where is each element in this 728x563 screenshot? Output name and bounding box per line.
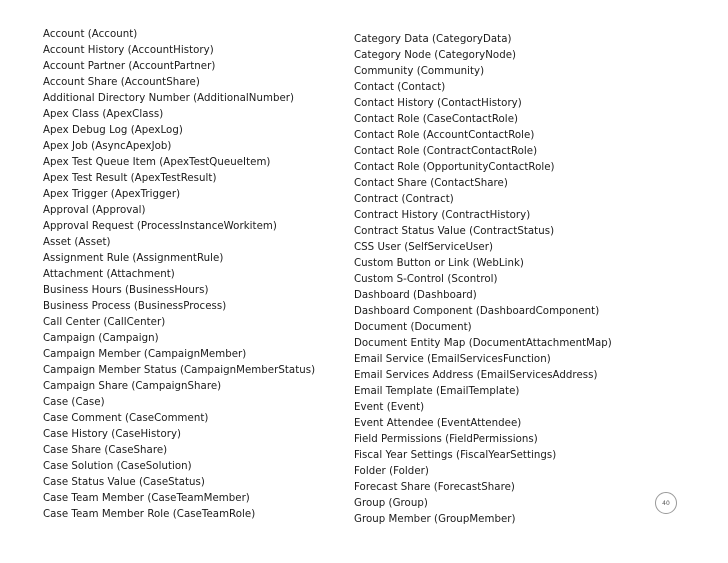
list-item: Apex Test Result (ApexTestResult) [43, 173, 217, 184]
list-item: Contract History (ContractHistory) [354, 210, 531, 221]
list-item: Apex Debug Log (ApexLog) [43, 125, 183, 136]
list-item: Contact History (ContactHistory) [354, 98, 522, 109]
list-item: Email Template (EmailTemplate) [354, 386, 520, 397]
list-item: Case History (CaseHistory) [43, 429, 182, 440]
right-object-list [354, 32, 612, 528]
page-number-badge [655, 492, 677, 514]
list-item: Approval (Approval) [43, 205, 146, 216]
list-item: Event (Event) [354, 402, 425, 413]
list-item: Business Hours (BusinessHours) [43, 285, 209, 296]
list-item: Event Attendee (EventAttendee) [354, 418, 522, 429]
list-item: Call Center (CallCenter) [43, 317, 166, 328]
list-item: Account Share (AccountShare) [43, 77, 200, 88]
list-item: Custom S-Control (Scontrol) [354, 274, 498, 285]
list-item: Dashboard Component (DashboardComponent) [354, 306, 600, 317]
list-item: Contact Role (ContractContactRole) [354, 146, 538, 157]
list-item: Campaign Member Status (CampaignMemberStatus) [43, 365, 316, 376]
list-item: Contract Status Value (ContractStatus) [354, 226, 555, 237]
left-object-list [43, 27, 315, 523]
list-item: Account Partner (AccountPartner) [43, 61, 216, 72]
list-item: Campaign Member (CampaignMember) [43, 349, 247, 360]
list-item: Case Solution (CaseSolution) [43, 461, 192, 472]
list-item: Apex Test Queue Item (ApexTestQueueItem) [43, 157, 271, 168]
list-item: Group (Group) [354, 498, 428, 509]
list-item: Campaign (Campaign) [43, 333, 159, 344]
list-item: Case Share (CaseShare) [43, 445, 168, 456]
list-item: Business Process (BusinessProcess) [43, 301, 227, 312]
list-item: Forecast Share (ForecastShare) [354, 482, 515, 493]
list-item: Document Entity Map (DocumentAttachmentMap) [354, 338, 612, 349]
list-item: Email Services Address (EmailServicesAddress) [354, 370, 598, 381]
list-item: Asset (Asset) [43, 237, 111, 248]
list-item: Case Team Member (CaseTeamMember) [43, 493, 250, 504]
list-item: Attachment (Attachment) [43, 269, 175, 280]
list-item: Contract (Contract) [354, 194, 454, 205]
list-item: Field Permissions (FieldPermissions) [354, 434, 538, 445]
list-item: Approval Request (ProcessInstanceWorkitem) [43, 221, 277, 232]
list-item: Assignment Rule (AssignmentRule) [43, 253, 224, 264]
list-item: Document (Document) [354, 322, 472, 333]
list-item: Dashboard (Dashboard) [354, 290, 477, 301]
list-item: Apex Class (ApexClass) [43, 109, 164, 120]
list-item: Contact Role (CaseContactRole) [354, 114, 519, 125]
list-item: Fiscal Year Settings (FiscalYearSettings) [354, 450, 557, 461]
list-item: Case Status Value (CaseStatus) [43, 477, 205, 488]
list-item: Contact Role (AccountContactRole) [354, 130, 535, 141]
list-item: Case (Case) [43, 397, 105, 408]
list-item: CSS User (SelfServiceUser) [354, 242, 494, 253]
list-item: Apex Job (AsyncApexJob) [43, 141, 172, 152]
list-item: Case Comment (CaseComment) [43, 413, 209, 424]
list-item: Campaign Share (CampaignShare) [43, 381, 222, 392]
list-item: Apex Trigger (ApexTrigger) [43, 189, 181, 200]
list-item: Contact Role (OpportunityContactRole) [354, 162, 555, 173]
list-item: Additional Directory Number (AdditionalNumber) [43, 93, 295, 104]
list-item: Account History (AccountHistory) [43, 45, 214, 56]
list-item: Folder (Folder) [354, 466, 429, 477]
list-item: Contact Share (ContactShare) [354, 178, 508, 189]
list-item: Case Team Member Role (CaseTeamRole) [43, 509, 256, 520]
list-item: Custom Button or Link (WebLink) [354, 258, 524, 269]
list-item: Category Data (CategoryData) [354, 34, 512, 45]
list-item: Group Member (GroupMember) [354, 514, 516, 525]
list-item: Contact (Contact) [354, 82, 446, 93]
page-number: 40 [662, 499, 670, 507]
list-item: Account (Account) [43, 29, 138, 40]
list-item: Email Service (EmailServicesFunction) [354, 354, 551, 365]
list-item: Community (Community) [354, 66, 485, 77]
list-item: Category Node (CategoryNode) [354, 50, 517, 61]
